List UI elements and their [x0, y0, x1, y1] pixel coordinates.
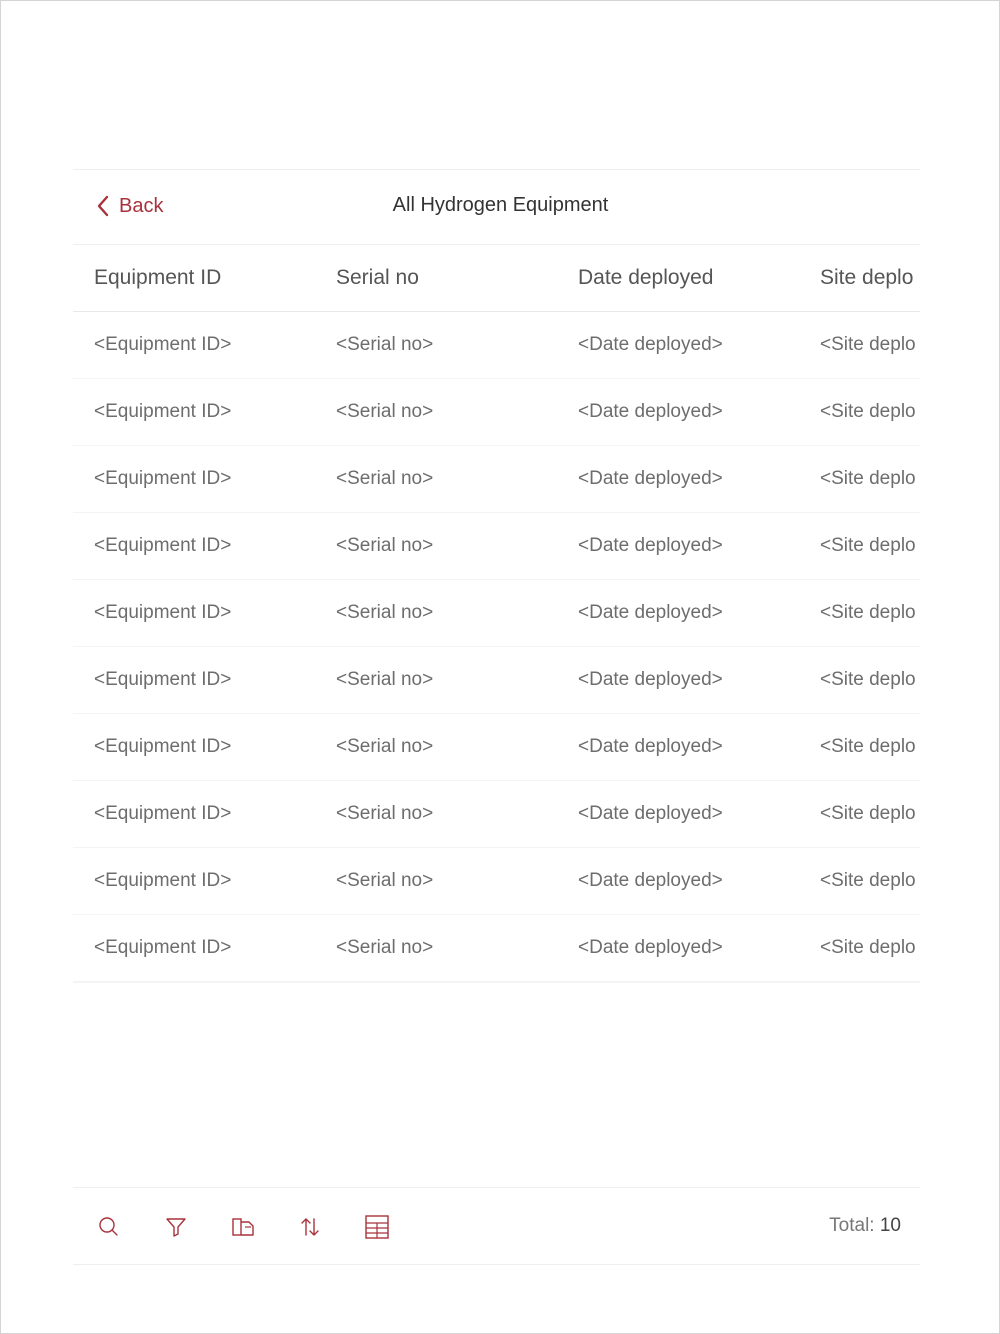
copy-button[interactable] [229, 1213, 257, 1241]
site-deployed-cell: <Site deplo [820, 870, 916, 891]
toolbar-tools [95, 1213, 430, 1241]
table-row[interactable] [73, 714, 920, 781]
serial-no-cell: <Serial no> [336, 535, 434, 556]
equipment-id-cell: <Equipment ID> [94, 736, 232, 757]
table-row[interactable] [73, 647, 920, 714]
equipment-id-cell: <Equipment ID> [94, 401, 232, 422]
site-deployed-cell: <Site deplo [820, 937, 916, 958]
equipment-id-cell: <Equipment ID> [94, 334, 232, 355]
date-deployed-cell: <Date deployed> [578, 669, 723, 690]
table-row[interactable] [73, 446, 920, 513]
table-row[interactable] [73, 513, 920, 580]
search-button[interactable] [95, 1213, 123, 1241]
column-header-site-deployed[interactable]: Site deplo [820, 266, 914, 289]
column-header-equipment-id[interactable]: Equipment ID [94, 266, 222, 289]
equipment-id-cell: <Equipment ID> [94, 803, 232, 824]
serial-no-cell: <Serial no> [336, 870, 434, 891]
serial-no-cell: <Serial no> [336, 736, 434, 757]
date-deployed-cell: <Date deployed> [578, 401, 723, 422]
date-deployed-cell: <Date deployed> [578, 535, 723, 556]
site-deployed-cell: <Site deplo [820, 669, 916, 690]
table-row[interactable] [73, 379, 920, 446]
equipment-id-cell: <Equipment ID> [94, 468, 232, 489]
back-label: Back [119, 194, 164, 217]
serial-no-cell: <Serial no> [336, 602, 434, 623]
serial-no-cell: <Serial no> [336, 937, 434, 958]
serial-no-cell: <Serial no> [336, 334, 434, 355]
equipment-panel [73, 169, 920, 983]
equipment-table [73, 245, 920, 983]
table-header-row [73, 245, 920, 312]
columns-button[interactable] [363, 1213, 391, 1241]
equipment-id-cell: <Equipment ID> [94, 669, 232, 690]
sort-button[interactable] [296, 1213, 324, 1241]
search-icon [96, 1214, 122, 1240]
date-deployed-cell: <Date deployed> [578, 736, 723, 757]
serial-no-cell: <Serial no> [336, 468, 434, 489]
date-deployed-cell: <Date deployed> [578, 937, 723, 958]
equipment-id-cell: <Equipment ID> [94, 937, 232, 958]
site-deployed-cell: <Site deplo [820, 334, 916, 355]
total-count [829, 1215, 901, 1237]
filter-icon [163, 1214, 189, 1240]
serial-no-cell: <Serial no> [336, 401, 434, 422]
total-label: Total: [829, 1215, 875, 1236]
copy-icon [230, 1214, 256, 1240]
columns-icon [364, 1214, 390, 1240]
table-toolbar [73, 1187, 920, 1265]
filter-button[interactable] [162, 1213, 190, 1241]
column-header-serial-no[interactable]: Serial no [336, 266, 419, 289]
sort-icon [297, 1214, 323, 1240]
equipment-id-cell: <Equipment ID> [94, 602, 232, 623]
site-deployed-cell: <Site deplo [820, 401, 916, 422]
navigation-bar [73, 169, 920, 245]
site-deployed-cell: <Site deplo [820, 535, 916, 556]
column-header-date-deployed[interactable]: Date deployed [578, 266, 714, 289]
table-row[interactable] [73, 580, 920, 647]
date-deployed-cell: <Date deployed> [578, 334, 723, 355]
site-deployed-cell: <Site deplo [820, 736, 916, 757]
equipment-id-cell: <Equipment ID> [94, 870, 232, 891]
date-deployed-cell: <Date deployed> [578, 468, 723, 489]
table-row[interactable] [73, 312, 920, 379]
site-deployed-cell: <Site deplo [820, 468, 916, 489]
site-deployed-cell: <Site deplo [820, 602, 916, 623]
equipment-id-cell: <Equipment ID> [94, 535, 232, 556]
table-row[interactable] [73, 915, 920, 982]
serial-no-cell: <Serial no> [336, 669, 434, 690]
total-value: 10 [879, 1215, 901, 1236]
serial-no-cell: <Serial no> [336, 803, 434, 824]
date-deployed-cell: <Date deployed> [578, 870, 723, 891]
site-deployed-cell: <Site deplo [820, 803, 916, 824]
table-row[interactable] [73, 781, 920, 848]
date-deployed-cell: <Date deployed> [578, 602, 723, 623]
page-title: All Hydrogen Equipment [392, 194, 609, 216]
table-row[interactable] [73, 848, 920, 915]
date-deployed-cell: <Date deployed> [578, 803, 723, 824]
